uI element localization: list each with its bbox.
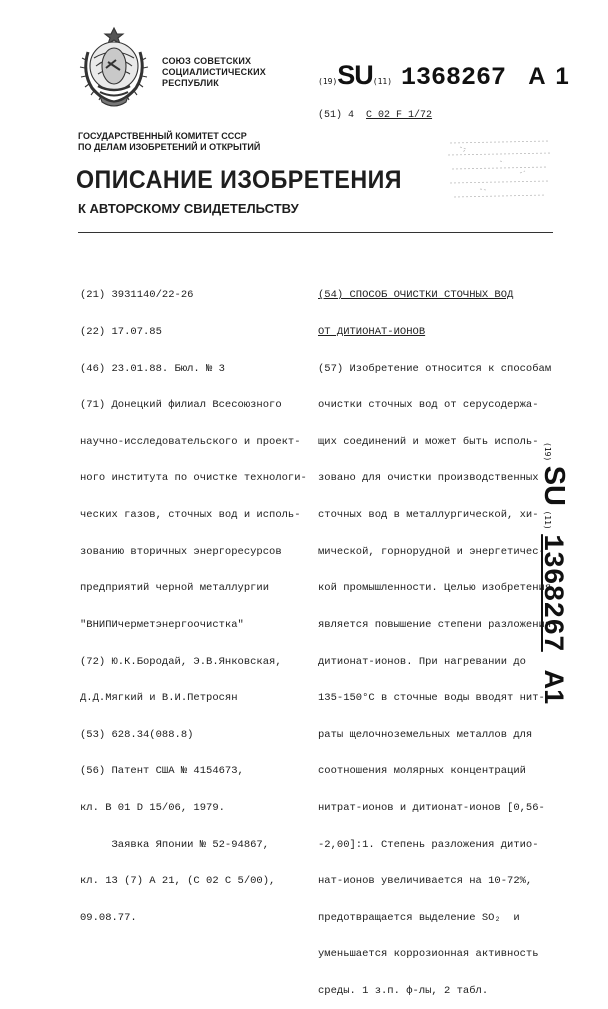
bib-line: (56) Патент США № 4154673, bbox=[80, 765, 244, 778]
abstract-line: сточных вод в металлургической, хи- bbox=[318, 509, 539, 522]
union-line: РЕСПУБЛИК bbox=[162, 78, 219, 88]
bibliographic-data bbox=[80, 265, 307, 936]
side-code-11: (11) bbox=[543, 510, 552, 530]
bib-line: 09.08.77. bbox=[80, 911, 137, 924]
committee-line: ГОСУДАРСТВЕННЫЙ КОМИТЕТ СССР bbox=[78, 131, 247, 141]
abstract-line: среды. 1 з.п. ф-лы, 2 табл. bbox=[318, 984, 489, 997]
vertical-patent-number bbox=[536, 442, 570, 704]
abstract-line: зовано для очистки производственных bbox=[318, 472, 539, 485]
abstract-line: 135-150°С в сточные воды вводят нит- bbox=[318, 692, 545, 705]
abstract-line: щих соединений и может быть исполь- bbox=[318, 435, 539, 448]
patent-number-block bbox=[318, 60, 571, 92]
abstract-line: нат-ионов увеличивается на 10-72%, bbox=[318, 875, 533, 888]
union-line: СОЦИАЛИСТИЧЕСКИХ bbox=[162, 67, 266, 77]
abstract-title-line: ОТ ДИТИОНАТ-ИОНОВ bbox=[318, 326, 426, 339]
side-country-code: SU bbox=[538, 465, 570, 507]
abstract-line: дитионат-ионов. При нагревании до bbox=[318, 655, 526, 668]
ipc-code: (51) 4 bbox=[318, 110, 355, 121]
bib-line: ного института по очистке технологи- bbox=[80, 472, 307, 485]
document-subtitle: К АВТОРСКОМУ СВИДЕТЕЛЬСТВУ bbox=[78, 201, 299, 216]
country-code: SU bbox=[337, 60, 373, 90]
committee-name bbox=[78, 131, 260, 153]
abstract-line: является повышение степени разложения bbox=[318, 618, 552, 631]
header-divider bbox=[78, 232, 553, 233]
bib-line: кл. 13 (7) А 21, (С 02 С 5/00), bbox=[80, 875, 276, 888]
bib-line: (46) 23.01.88. Бюл. № 3 bbox=[80, 362, 225, 375]
abstract-line: уменьшается коррозионная активность bbox=[318, 948, 539, 961]
committee-line: ПО ДЕЛАМ ИЗОБРЕТЕНИЙ И ОТКРЫТИЙ bbox=[78, 142, 261, 152]
ipc-classification bbox=[318, 110, 432, 121]
document-title: ОПИСАНИЕ ИЗОБРЕТЕНИЯ bbox=[76, 166, 402, 194]
library-stamp-icon bbox=[440, 133, 560, 208]
bib-line: предприятий черной металлургии bbox=[80, 582, 270, 595]
bib-line: "ВНИПИчерметэнергоочистка" bbox=[80, 618, 244, 631]
bib-line: научно-исследовательского и проект- bbox=[80, 435, 301, 448]
side-patent-number: 1368267 bbox=[536, 534, 567, 652]
bib-line: кл. В 01 D 15/06, 1979. bbox=[80, 801, 225, 814]
bib-line: (21) 3931140/22-26 bbox=[80, 289, 194, 302]
abstract-line: предотвращается выделение SO₂ и bbox=[318, 911, 520, 924]
bib-line: ческих газов, сточных вод и исполь- bbox=[80, 509, 301, 522]
abstract-line: кой промышленности. Целью изобретения bbox=[318, 582, 552, 595]
bib-line: Д.Д.Мягкий и В.И.Петросян bbox=[80, 692, 238, 705]
abstract-line: мической, горнорудной и энергетичес- bbox=[318, 545, 545, 558]
code-11: (11) bbox=[372, 77, 393, 86]
bib-line: Заявка Японии № 52-94867, bbox=[80, 838, 270, 851]
union-name bbox=[162, 56, 266, 89]
abstract-line: раты щелочноземельных металлов для bbox=[318, 728, 533, 741]
ipc-value: C 02 F 1/72 bbox=[366, 110, 433, 121]
union-line: СОЮЗ СОВЕТСКИХ bbox=[162, 56, 252, 66]
abstract-line: нитрат-ионов и дитионат-ионов [0,56- bbox=[318, 801, 545, 814]
abstract-line: соотношения молярных концентраций bbox=[318, 765, 526, 778]
state-emblem-icon bbox=[70, 22, 158, 110]
bib-line: зованию вторичных энергоресурсов bbox=[80, 545, 282, 558]
abstract-line: (57) Изобретение относится к способам bbox=[318, 362, 552, 375]
bib-line: (53) 628.34(088.8) bbox=[80, 728, 194, 741]
abstract-title-line: (54) СПОСОБ ОЧИСТКИ СТОЧНЫХ ВОД bbox=[318, 289, 514, 302]
bib-line: (22) 17.07.85 bbox=[80, 326, 162, 339]
bib-line: (72) Ю.К.Бородай, Э.В.Янковская, bbox=[80, 655, 282, 668]
patent-number: 1368267 bbox=[400, 63, 506, 92]
bib-line: (71) Донецкий филиал Всесоюзного bbox=[80, 399, 282, 412]
abstract bbox=[318, 265, 551, 1009]
side-kind-code: A1 bbox=[539, 669, 569, 705]
side-code-19: (19) bbox=[543, 442, 552, 462]
abstract-line: -2,00]:1. Степень разложения дитио- bbox=[318, 838, 539, 851]
kind-code: A 1 bbox=[528, 63, 571, 90]
abstract-line: очистки сточных вод от серусодержа- bbox=[318, 399, 539, 412]
code-19: (19) bbox=[318, 77, 338, 86]
